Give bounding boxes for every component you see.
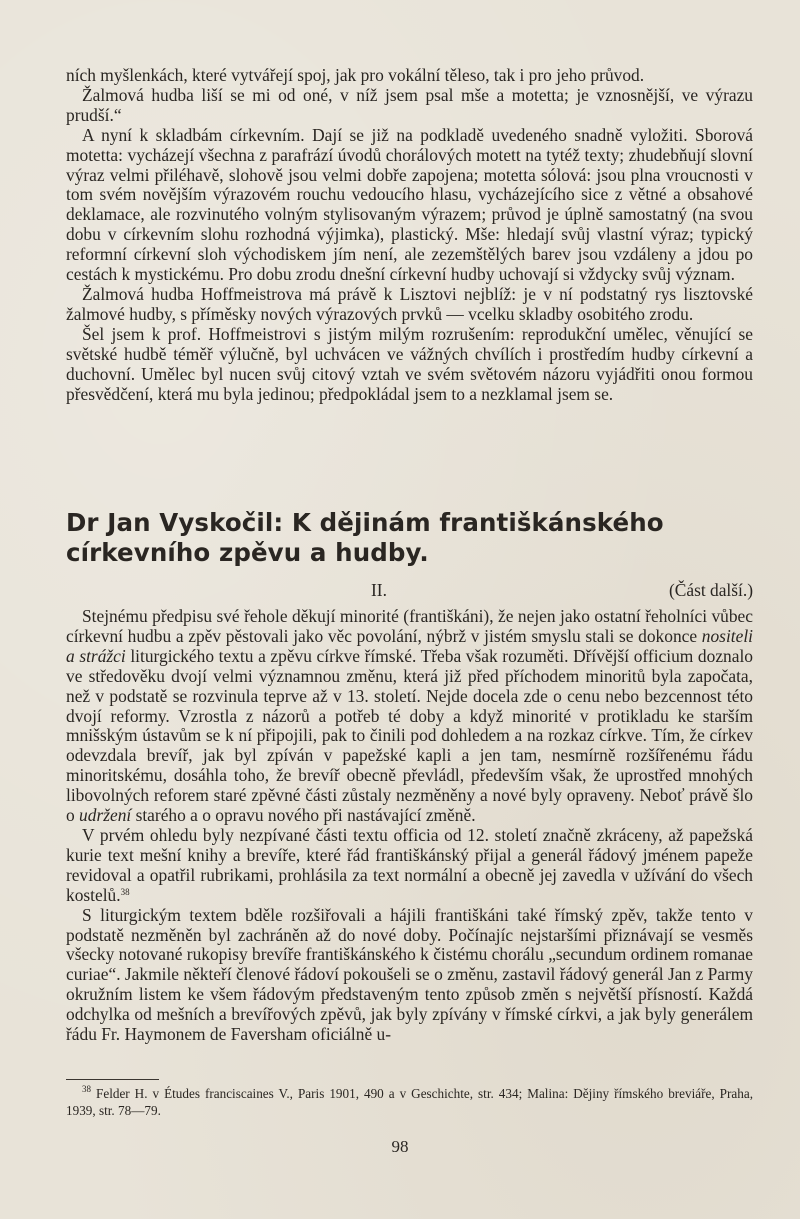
text-segment: Stejnému předpisu své řehole děkují minorité (františkáni), že nejen jako ostatní řeholníci vůbec církevní hudbu a zpěv pěstovali jako věc povolání, nýbrž v jistém smyslu stali se dokonce xyxy=(66,606,753,646)
emphasis: udržení xyxy=(79,805,132,826)
footnote-divider xyxy=(66,1079,159,1080)
footnote-number: 38 xyxy=(82,1084,91,1094)
paragraph xyxy=(66,906,753,1045)
upper-section xyxy=(66,66,753,404)
text-segment: S liturgickým textem bděle rozšiřovali a hájili františkáni také římský zpěv, takže tento v podstatě nezměněn byl zachráněn až do nové doby. Počínajíc nejstaršími přiznávají se vesměs všecky notované rukopisy brevíře františkánského k čistému chorálu „secundum ordinem romanae curiae“. Jakmile někteří členové řádoví pokoušeli se o změnu, zastavil řádový generál Jan z Parmy okružním listem ke všem řádovým představeným tento způsob změn s největší přísností. Každá odchylka od mešních a brevířových zpěvů, jak byly zpívány v římské církvi, a jak byly generálem řádu Fr. Haymonem de Faversham oficiálně u- xyxy=(66,904,753,1045)
paragraph: Šel jsem k prof. Hoffmeistrovi s jistým milým rozrušením: reprodukční umělec, věnující se světské hudbě téměř výlučně, byl uchvácen ve vážných chvílích i prostředím hudby církevní a duchovní. Umělec byl nucen svůj citový vztah ve svém světovém názoru vyjádřiti onou formou přesvědčení, která mu byla jedinou; předpokládal jsem to a nezklamal jsem se. xyxy=(66,323,753,404)
emphasis: nositeli a strážci xyxy=(66,625,753,666)
part-number: II. xyxy=(371,580,387,600)
part-heading xyxy=(66,580,753,602)
text-segment: liturgického textu a zpěvu církve římské. Třeba však rozuměti. Dřívější officium doznalo ve středověku dvojí velmi významnou změnu, která již před příchodem minoritů byla započata, než v podstatě se rozvinula teprve až v 13. století. Nejde docela zde o cenu nebo bezcennost této dvojí reformy. Vzrostla z názorů a potřeb té doby a když minorité v protikladu ke starším mnišským ústavům se k ní připojili, pak to činili pod dohledem a na rozkaz církve. Tím, že církev odevzdala brevíř, jak byl zpíván v papežské kapli a jen tam, nesmírně rozšířenému řádu minoritskému, dosáhla toho, že brevíř obecně převládl, především však, že uprostřed mnohých libovolných reforem staré zpěvné části zůstaly nezměněny a nové byly opraveny. Neboť právě šlo o xyxy=(66,645,753,826)
page-number: 98 xyxy=(391,1137,409,1156)
text-segment: starého a o opravu nového při nastávající změně. xyxy=(131,805,476,826)
footnote-text: Felder H. v Études franciscaines V., Paris 1901, 490 a v Geschichte, str. 434; Malina: Dějiny římského breviáře, Praha, 1939, str. 78—79. xyxy=(66,1086,754,1118)
article-body xyxy=(66,607,753,1045)
paragraph xyxy=(66,826,753,906)
footnote-reference[interactable]: 38 xyxy=(120,886,130,897)
paragraph xyxy=(66,607,753,826)
text-segment: V prvém ohledu byly nezpívané části textu officia od 12. století značně zkráceny, až papežská kurie text mešní knihy a brevíře, které řád františkánský přijal a generál řádový jménem papeže revidoval a opatřil rubrikami, prohlásila za text normální a obecně jej zavedla v užívání do všech kostelů. xyxy=(66,824,753,905)
part-note: (Část další.) xyxy=(668,580,753,600)
footnote xyxy=(66,1085,753,1119)
paragraph: ních myšlenkách, které vytvářejí spoj, jak pro vokální těleso, tak i pro jeho průvod. xyxy=(66,65,645,85)
paragraph: A nyní k skladbám církevním. Dají se již na podkladě uvedeného snadně vyložiti. Sborová motetta: vycházejí všechna z parafrází úvodů chorálových motett na tytéž texty; zhudebňují slovní výraz velmi přiléhavě, slohově jsou velmi dobře zapojena; motetta sólová: jsou plna vroucnosti v tom svém novějším výrazovém rouchu vedoucího hlasu, vycházejícího sice z větné a obsahové deklamace, ale rozvinutého volným stylisovaným výrazem; průvod je úplně samostatný (na svou dobu v církevním slohu rozhodná výjimka), plastický. Mše: hledají svůj vlastní výraz; typický reformní církevní sloh východiskem jím není, ale zezemštělých barev jsou vzdáleny a jdou po cestách k mystickému. Pro dobu zrodu dnešní církevní hudby uchovají si vždycky svůj význam. xyxy=(66,124,753,285)
paragraph: Žalmová hudba Hoffmeistrova má právě k Lisztovi nejblíž: je v ní podstatný rys lisztovské žalmové hudby, s příměsky nových výrazových prvků — vcelku skladby osobitého zrodu. xyxy=(66,283,753,324)
paragraph: Žalmová hudba liší se mi od oné, v níž jsem psal mše a motetta; je vznosnější, ve výrazu prudší.“ xyxy=(66,84,753,125)
article-title: Dr Jan Vyskočil: K dějinám františkánského církevního zpěvu a hudby. xyxy=(66,508,664,567)
